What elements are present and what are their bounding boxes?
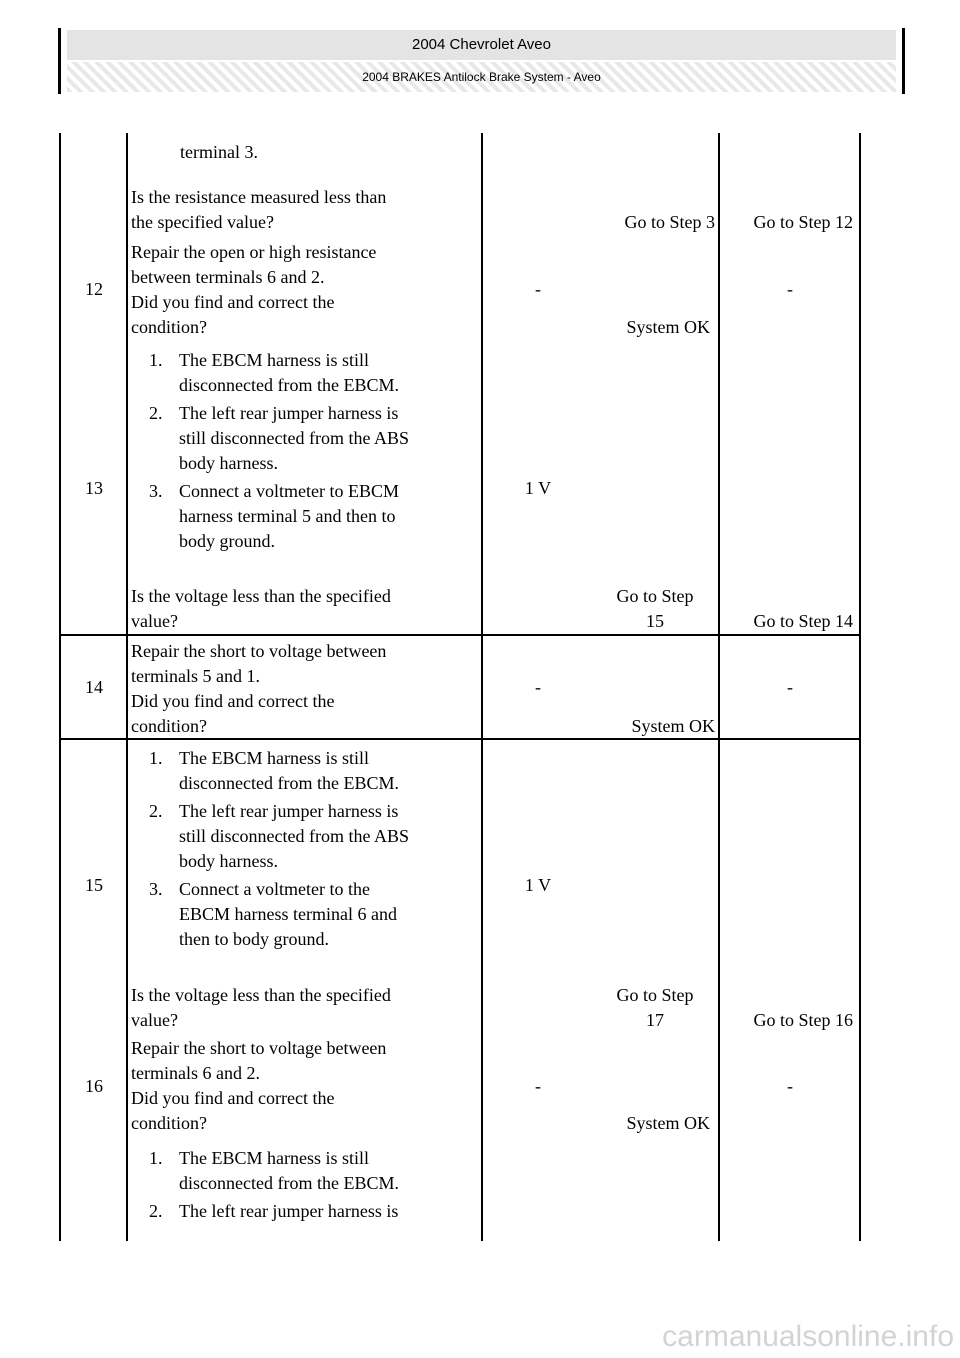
yes-cell: 17 (646, 1010, 664, 1030)
document-header (58, 28, 905, 94)
list-item: 3. Connect a voltmeter to EBCM harness terminal 5 and then to body ground. (149, 481, 399, 551)
table-border-left (59, 133, 61, 1241)
list-item: 2. The left rear jumper harness is (149, 1201, 399, 1221)
no-cell: Go to Step 16 (753, 1010, 853, 1030)
action-line: condition? (131, 1113, 207, 1133)
action-line: terminals 6 and 2. (131, 1063, 260, 1083)
action-line: condition? (131, 317, 207, 337)
question-line: value? (131, 611, 178, 631)
value-cell: - (535, 1076, 541, 1096)
step-12-yes: Go to Step 3 (624, 212, 715, 232)
action-line: Did you find and correct the (131, 292, 335, 312)
action-line: between terminals 6 and 2. (131, 267, 325, 287)
value-cell: 1 V (524, 478, 552, 498)
action-line: Repair the open or high resistance (131, 242, 377, 262)
instruction-list (127, 1146, 479, 1227)
step-12-question-line: the specified value? (131, 212, 274, 232)
yes-cell: 15 (646, 611, 664, 631)
list-item: 2. The left rear jumper harness is still disconnected from the ABS body harness. (149, 403, 409, 473)
value-cell: - (535, 279, 541, 299)
row-separator (59, 634, 861, 636)
no-cell: Go to Step 14 (753, 611, 853, 631)
step-12-no: Go to Step 12 (753, 212, 853, 232)
action-continuation: terminal 3. (180, 142, 258, 162)
instruction-list (127, 746, 479, 955)
no-cell: - (787, 1076, 793, 1096)
yes-cell: Go to Step (616, 985, 694, 1005)
question-line: value? (131, 1010, 178, 1030)
value-cell: 1 V (524, 875, 552, 895)
step-number: 16 (85, 1076, 103, 1096)
yes-cell: Go to Step (616, 586, 694, 606)
question-line: Is the voltage less than the specified (131, 985, 391, 1005)
list-item: 1. The EBCM harness is still disconnected from the EBCM. (149, 748, 399, 793)
step-number: 15 (85, 875, 103, 895)
list-item: 2. The left rear jumper harness is still disconnected from the ABS body harness. (149, 801, 409, 871)
step-12-question-line: Is the resistance measured less than (131, 187, 387, 207)
header-subtitle: 2004 BRAKES Antilock Brake System - Aveo (67, 62, 896, 92)
footer-watermark: carmanualsonline.info (662, 1320, 954, 1353)
action-line: condition? (131, 716, 207, 736)
action-line: Repair the short to voltage between (131, 1038, 387, 1058)
action-line: Did you find and correct the (131, 691, 335, 711)
value-cell: - (535, 677, 541, 697)
action-line: Did you find and correct the (131, 1088, 335, 1108)
step-number: 12 (85, 279, 103, 299)
table-divider-step (126, 133, 128, 1241)
yes-cell: System OK (631, 716, 715, 736)
yes-cell: System OK (626, 317, 710, 337)
list-item: 1. The EBCM harness is still disconnected from the EBCM. (149, 350, 399, 395)
no-cell: - (787, 279, 793, 299)
instruction-list (127, 348, 479, 557)
step-number: 14 (85, 677, 103, 697)
question-line: Is the voltage less than the specified (131, 586, 391, 606)
no-cell: - (787, 677, 793, 697)
step-number: 13 (85, 478, 103, 498)
yes-cell: System OK (626, 1113, 710, 1133)
header-title: 2004 Chevrolet Aveo (67, 30, 896, 60)
action-line: Repair the short to voltage between (131, 641, 387, 661)
action-line: terminals 5 and 1. (131, 666, 260, 686)
list-item: 1. The EBCM harness is still disconnected from the EBCM. (149, 1148, 399, 1193)
list-item: 3. Connect a voltmeter to the EBCM harness terminal 6 and then to body ground. (149, 879, 397, 949)
